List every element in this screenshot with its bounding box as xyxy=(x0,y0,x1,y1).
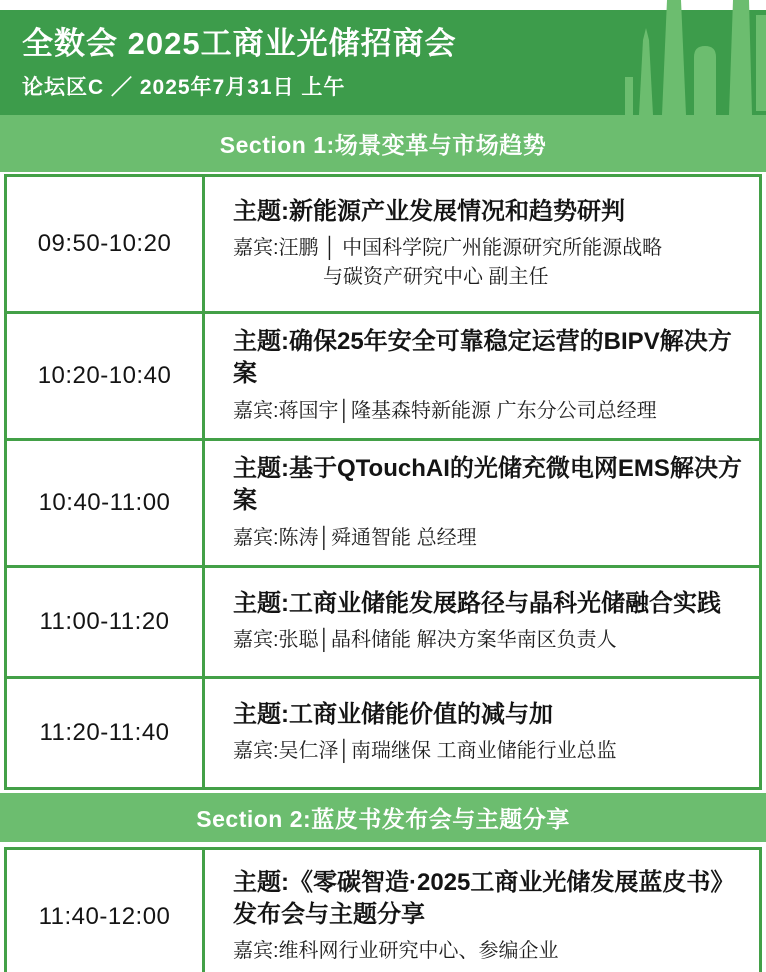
session-guest: 嘉宾:张聪│晶科储能 解决方案华南区负责人 xyxy=(233,629,617,652)
session-guest: 嘉宾:汪鹏 │ 中国科学院广州能源研究所能源战略 xyxy=(233,237,663,260)
session-details xyxy=(205,568,759,676)
session-time: 11:40-12:00 xyxy=(7,850,205,972)
session-time: 10:20-10:40 xyxy=(7,314,205,438)
event-title: 全数会 2025工商业光储招商会 xyxy=(22,26,457,61)
session-time: 10:40-11:00 xyxy=(7,441,205,565)
agenda-row-5 xyxy=(7,676,759,787)
section-2-bar xyxy=(0,793,766,842)
section-1-bar xyxy=(0,115,766,172)
session-topic: 主题:工商业储能价值的减与加 xyxy=(233,700,553,728)
session-topic: 主题:确保25年安全可靠稳定运营的BIPV解决方案 xyxy=(233,328,732,388)
session-time: 11:00-11:20 xyxy=(7,568,205,676)
agenda-row-6 xyxy=(7,850,759,972)
session-topic: 主题:基于QTouchAI的光储充微电网EMS解决方案 xyxy=(233,454,742,515)
session-time: 09:50-10:20 xyxy=(7,177,205,311)
section-2-label: Section 2:蓝皮书发布会与主题分享 xyxy=(196,805,570,832)
event-subtitle: 论坛区C ／ 2025年7月31日 上午 xyxy=(22,76,346,100)
session-guest: 嘉宾:陈涛│舜通智能 总经理 xyxy=(233,526,477,549)
session-details xyxy=(205,679,759,787)
agenda-table-section-1 xyxy=(4,174,762,790)
session-topic: 主题:工商业储能发展路径与晶科光储融合实践 xyxy=(233,589,721,617)
section-1-label: Section 1:场景变革与市场趋势 xyxy=(219,132,547,158)
session-time: 11:20-11:40 xyxy=(7,679,205,787)
session-guest: 嘉宾:吴仁泽│南瑞继保 工商业储能行业总监 xyxy=(233,740,617,763)
session-details xyxy=(205,441,759,565)
session-guest-continued: 与碳资产研究中心 副主任 xyxy=(323,266,549,289)
session-details xyxy=(205,850,759,972)
agenda-table-section-2 xyxy=(4,847,762,972)
event-header xyxy=(0,10,766,115)
session-topic-continued: 发布会与主题分享 xyxy=(233,901,425,929)
session-guest: 嘉宾:蒋国宇│隆基森特新能源 广东分公司总经理 xyxy=(233,399,657,422)
session-details xyxy=(205,314,759,438)
agenda-row-4 xyxy=(7,565,759,676)
agenda-row-1 xyxy=(7,177,759,311)
agenda-row-2 xyxy=(7,311,759,438)
session-topic: 主题:新能源产业发展情况和趋势研判 xyxy=(233,197,625,225)
session-topic: 主题:《零碳智造·2025工商业光储发展蓝皮书》 xyxy=(233,868,735,896)
session-details xyxy=(205,177,759,311)
session-guest: 嘉宾:维科网行业研究中心、参编企业 xyxy=(233,940,559,963)
agenda-row-3 xyxy=(7,438,759,565)
